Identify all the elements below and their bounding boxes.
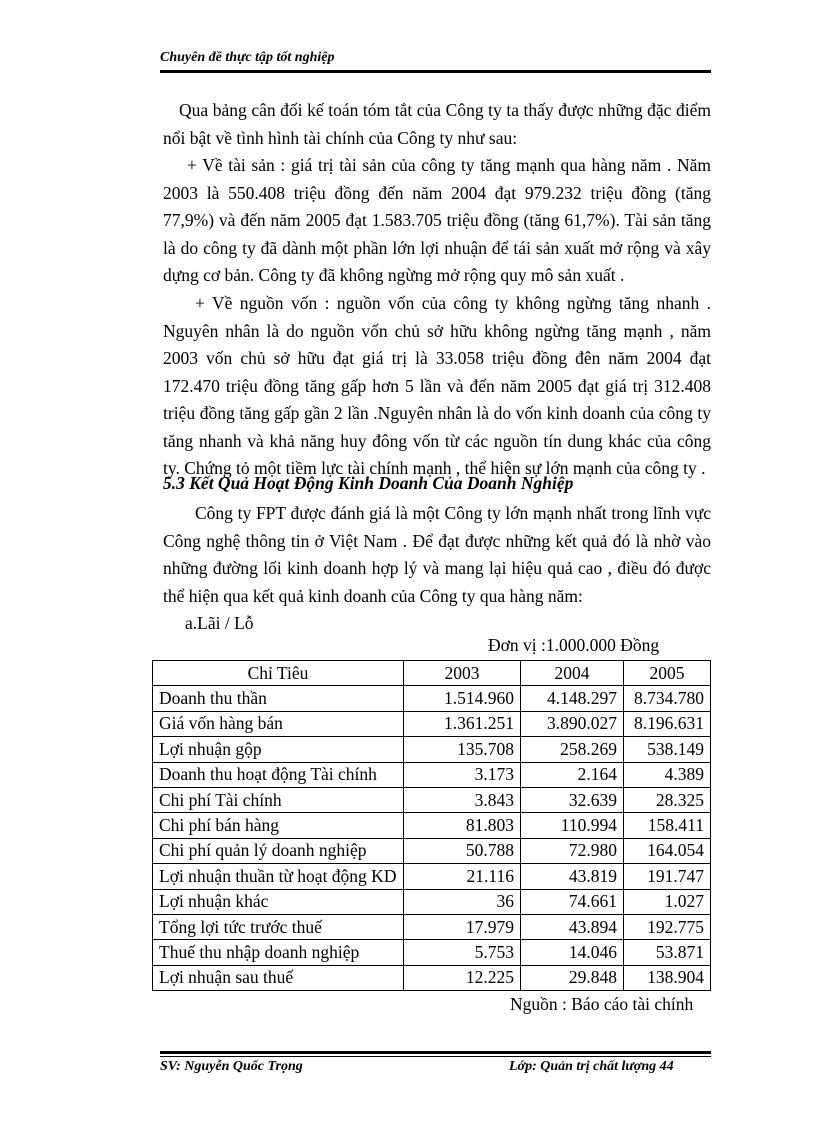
value-cell: 3.173	[404, 762, 521, 787]
value-cell: 28.325	[624, 787, 711, 812]
value-cell: 110.994	[521, 813, 624, 838]
header-cell: 2005	[624, 661, 711, 686]
value-cell: 164.054	[624, 838, 711, 863]
capital-line-4: 172.470 triệu đồng tăng gấp hơn 5 lần và đến năm 2005 đạt giá trị 312.408	[163, 375, 711, 396]
header-title: Chuyên đề thực tập tốt nghiệp	[160, 50, 335, 65]
value-cell: 1.514.960	[404, 686, 521, 711]
value-cell: 14.046	[521, 940, 624, 965]
assets-line-1: + Về tài sản : giá trị tài sản của công ty tăng mạnh qua hàng năm . Năm	[187, 155, 711, 175]
value-cell: 4.389	[624, 762, 711, 787]
row-label: Lợi nhuận gộp	[153, 737, 404, 762]
capital-line-5: triệu đồng tăng gấp gần 2 lần .Nguyên nhân là do vốn kinh doanh của công ty	[163, 403, 711, 423]
value-cell: 81.803	[404, 813, 521, 838]
footer-class: Lớp: Quản trị chất lượng 44	[509, 1059, 674, 1074]
value-cell: 5.753	[404, 940, 521, 965]
income-table	[152, 660, 711, 991]
value-cell: 2.164	[521, 762, 624, 787]
value-cell: 191.747	[624, 864, 711, 889]
footer-rule-thick	[160, 1051, 711, 1054]
capital-line-7: ty. Chứng tỏ một tiềm lực tài chính mạnh , thể hiện sự lớn mạnh của công ty .	[163, 458, 706, 478]
value-cell: 50.788	[404, 838, 521, 863]
row-label: Lợi nhuận khác	[153, 889, 404, 914]
row-label: Giá vốn hàng bán	[153, 711, 404, 736]
assets-line-2: 2003 là 550.408 triệu đồng đến năm 2004 đạt 979.232 triệu đồng (tăng	[163, 182, 711, 203]
value-cell: 135.708	[404, 737, 521, 762]
value-cell: 43.819	[521, 864, 624, 889]
row-label: Chi phí Tài chính	[153, 787, 404, 812]
value-cell: 29.848	[521, 965, 624, 990]
table-row	[153, 813, 711, 838]
value-cell: 3.890.027	[521, 711, 624, 736]
subheading: a.Lãi / Lỗ	[185, 613, 254, 633]
table-row	[153, 762, 711, 787]
table-header-row	[153, 661, 711, 686]
value-cell: 258.269	[521, 737, 624, 762]
table-row	[153, 737, 711, 762]
value-cell: 17.979	[404, 914, 521, 939]
intro-line-2: nổi bật về tình hình tài chính của Công ty như sau:	[163, 127, 518, 148]
table-row	[153, 711, 711, 736]
table-row	[153, 940, 711, 965]
intro-line-1: Qua bảng cân đối kế toán tóm tắt của Công ty ta thấy được những đặc điểm	[179, 100, 711, 120]
capital-line-3: 2003 vốn chủ sở hữu đạt giá trị là 33.058 triệu đồng đên năm 2004 đạt	[163, 348, 711, 368]
value-cell: 74.661	[521, 889, 624, 914]
footer-student: SV: Nguyễn Quốc Trọng	[160, 1059, 303, 1074]
value-cell: 4.148.297	[521, 686, 624, 711]
value-cell: 32.639	[521, 787, 624, 812]
capital-line-1: + Về nguồn vốn : nguồn vốn của công ty không ngừng tăng nhanh .	[195, 293, 711, 313]
row-label: Lợi nhuận thuần từ hoạt động KD	[153, 864, 404, 889]
header-rule	[160, 70, 711, 73]
value-cell: 21.116	[404, 864, 521, 889]
header-cell: 2003	[404, 661, 521, 686]
row-label: Tổng lợi tức trước thuế	[153, 914, 404, 939]
value-cell: 43.894	[521, 914, 624, 939]
section-paragraph	[163, 500, 711, 638]
row-label: Doanh thu hoạt động Tài chính	[153, 762, 404, 787]
table-row	[153, 838, 711, 863]
section-line-4: thể hiện qua kết quả kinh doanh của Công ty qua hàng năm:	[163, 585, 583, 606]
row-label: Chi phí quản lý doanh nghiệp	[153, 838, 404, 863]
table-row	[153, 965, 711, 990]
capital-line-6: tăng nhanh và khả năng huy đông vốn từ các nguồn tín dung khác của công	[163, 430, 711, 451]
value-cell: 1.027	[624, 889, 711, 914]
value-cell: 8.734.780	[624, 686, 711, 711]
value-cell: 138.904	[624, 965, 711, 990]
table-row	[153, 864, 711, 889]
footer-rule-thin	[160, 1056, 711, 1057]
value-cell: 8.196.631	[624, 711, 711, 736]
assets-line-4: là do công ty đã dành một phần lớn lợi nhuận để tái sản xuất mở rộng và xây	[163, 237, 711, 258]
unit-label: Đơn vị :1.000.000 Đồng	[488, 635, 660, 655]
value-cell: 12.225	[404, 965, 521, 990]
table-row	[153, 686, 711, 711]
section-title: 5.3 Kết Quả Hoạt Động Kinh Doanh Của Doanh Nghiệp	[163, 473, 574, 493]
page-header	[160, 48, 711, 72]
table-row	[153, 914, 711, 939]
source-note: Nguồn : Báo cáo tài chính	[510, 994, 694, 1014]
section-line-3: những đường lối kinh doanh hợp lý và mang lại hiệu quả cao , điều đó được	[163, 558, 711, 578]
value-cell: 3.843	[404, 787, 521, 812]
assets-paragraph	[163, 152, 711, 290]
value-cell: 36	[404, 889, 521, 914]
capital-paragraph	[163, 290, 711, 483]
capital-line-2: Nguyên nhân là do nguồn vốn chủ sở hữu không ngừng tăng mạnh , năm	[163, 320, 711, 341]
row-label: Chi phí bán hàng	[153, 813, 404, 838]
value-cell: 538.149	[624, 737, 711, 762]
value-cell: 192.775	[624, 914, 711, 939]
section-line-1: Công ty FPT được đánh giá là một Công ty lớn mạnh nhất trong lĩnh vực	[195, 503, 711, 523]
header-cell: 2004	[521, 661, 624, 686]
row-label: Doanh thu thần	[153, 686, 404, 711]
row-label: Thuế thu nhập doanh nghiệp	[153, 940, 404, 965]
value-cell: 1.361.251	[404, 711, 521, 736]
header-cell: Chỉ Tiêu	[153, 661, 404, 686]
assets-line-3: 77,9%) và đến năm 2005 đạt 1.583.705 triệu đồng (tăng 61,7%). Tài sản tăng	[163, 210, 711, 230]
table-row	[153, 889, 711, 914]
intro-paragraph	[163, 97, 711, 152]
table-row	[153, 787, 711, 812]
value-cell: 72.980	[521, 838, 624, 863]
row-label: Lợi nhuận sau thuế	[153, 965, 404, 990]
assets-line-5: dựng cơ bản. Công ty đã không ngừng mở rộng quy mô sản xuất .	[163, 265, 625, 285]
value-cell: 158.411	[624, 813, 711, 838]
value-cell: 53.871	[624, 940, 711, 965]
section-line-2: Công nghệ thông tin ở Việt Nam . Để đạt được những kết quả đó là nhờ vào	[163, 530, 711, 551]
